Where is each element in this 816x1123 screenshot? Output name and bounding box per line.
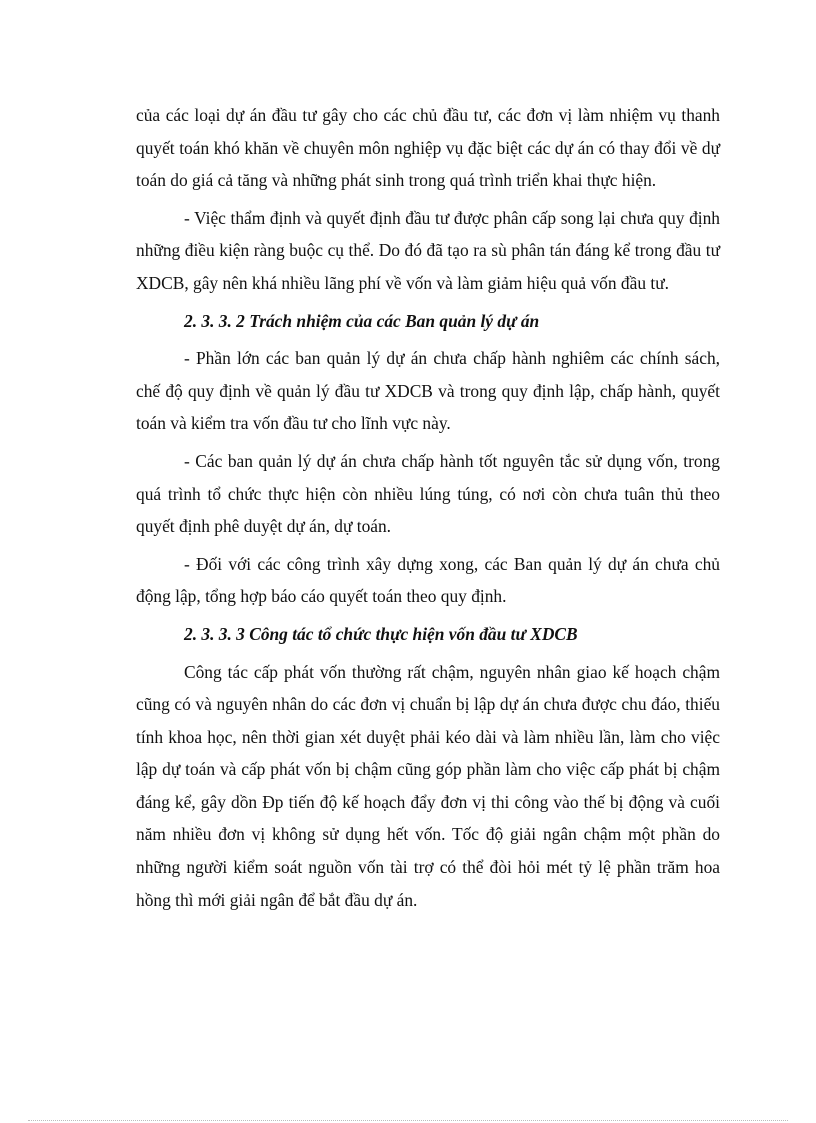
paragraph-appraisal-decision: - Việc thẩm định và quyết định đầu tư được phân cấp song lại chưa quy định những điều kiện ràng buộc cụ thể. Do đó đã tạo ra sù phân tán đáng kể trong đầu tư XDCB, gây nên khá nhiều lãng phí về vốn và làm giảm hiệu quả vốn đầu tư. [136, 207, 720, 293]
paragraph-completed-works-settlement: - Đối với các công trình xây dựng xong, các Ban quản lý dự án chưa chủ động lập, tổng hợp báo cáo quyết toán theo quy định. [136, 553, 720, 607]
paragraph-capital-usage-principles: - Các ban quản lý dự án chưa chấp hành tốt nguyên tắc sử dụng vốn, trong quá trình tổ chức thực hiện còn nhiều lúng túng, có nơi còn chưa tuân thủ theo quyết định phê duyệt dự án, dự toán. [136, 450, 720, 537]
paragraph-capital-disbursement: Công tác cấp phát vốn thường rất chậm, nguyên nhân giao kế hoạch chậm cũng có và nguyên nhân do các đơn vị chuẩn bị lập dự án chưa được chu đáo, thiếu tính khoa học, nên thời gian xét duyệt phải kéo dài và làm nhiều lần, làm cho việc lập dự toán và cấp phát vốn bị chậm cũng góp phần làm cho việc cấp phát bị chậm đáng kể, gây dồn Đp tiến độ kế hoạch đẩy đơn vị thi công vào thế bị động và cuối năm nhiều đơn vị không sử dụng hết vốn. Tốc độ giải ngân chậm một phần do những người kiểm soát nguồn vốn tài trợ có thể đòi hỏi mét tỷ lệ phần trăm hoa hồng thì mới giải ngân để bắt đầu dự án. [136, 661, 720, 910]
paragraph-continuation: của các loại dự án đầu tư gây cho các chủ đầu tư, các đơn vị làm nhiệm vụ thanh quyết toán khó khăn về chuyên môn nghiệp vụ đặc biệt các dự án có thay đổi về dự toán do giá cả tăng và những phát sinh trong quá trình triển khai thực hiện. [136, 105, 720, 191]
paragraph-management-boards-policies: - Phần lớn các ban quản lý dự án chưa chấp hành nghiêm các chính sách, chế độ quy định về quản lý đầu tư XDCB và trong quy định lập, chấp hành, quyết toán và kiểm tra vốn đầu tư cho lĩnh vực này. [136, 348, 720, 434]
section-heading-2-3-3-3: 2. 3. 3. 3 Công tác tổ chức thực hiện vốn đầu tư XDCB [184, 623, 578, 644]
section-heading-2-3-3-2: 2. 3. 3. 2 Trách nhiệm của các Ban quản lý dự án [184, 310, 540, 331]
bottom-dotted-rule [28, 1120, 788, 1121]
document-body [136, 99, 720, 916]
